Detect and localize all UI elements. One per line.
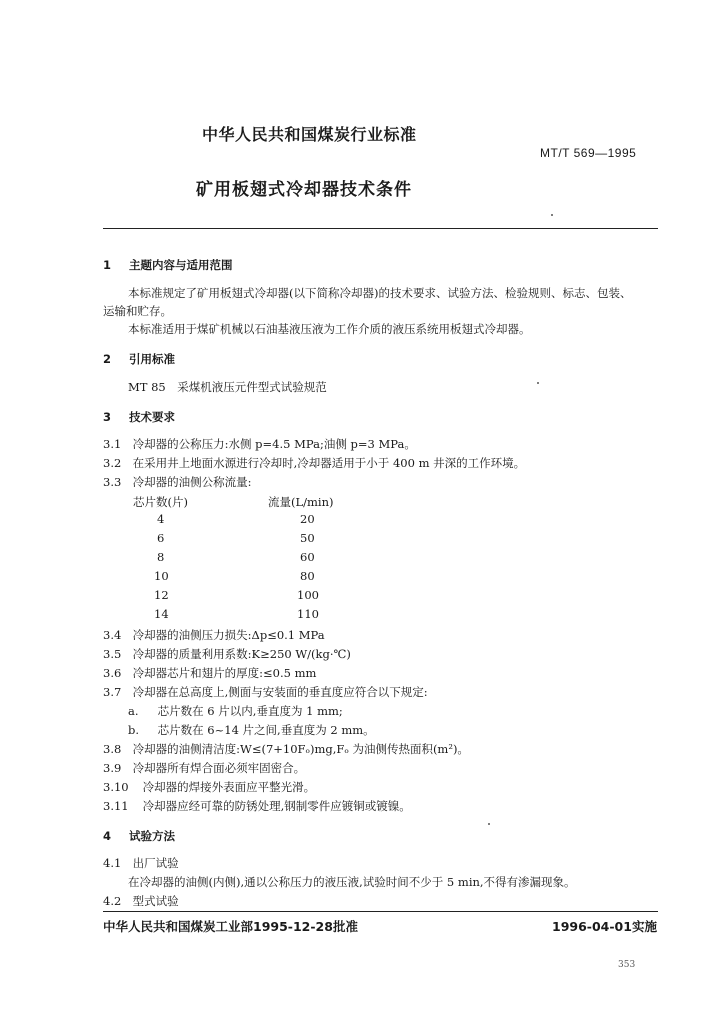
- chips-cell: 14: [154, 607, 169, 621]
- flow-cell: 20: [300, 512, 315, 526]
- clause-text: 冷却器的油侧压力损失:Δp≤0.1 MPa: [132, 628, 325, 642]
- clause-3-7: [103, 684, 428, 700]
- scan-speck: [551, 214, 553, 216]
- clause-3-1: [103, 436, 416, 452]
- scan-speck: [488, 823, 490, 825]
- clause-text: 芯片数在 6~14 片之间,垂直度为 2 mm。: [157, 723, 375, 737]
- clause-number: 3.6: [103, 666, 122, 680]
- clause-number: 3.5: [103, 647, 122, 661]
- clause-number: 4.1: [103, 856, 122, 870]
- chips-cell: 10: [154, 569, 169, 583]
- section-2-heading: [103, 351, 175, 367]
- clause-3-10: [103, 779, 315, 795]
- clause-3-4: [103, 627, 325, 643]
- flow-cell: 100: [297, 588, 319, 602]
- section-number: 1: [103, 258, 112, 272]
- clause-text: 冷却器芯片和翅片的厚度:≤0.5 mm: [132, 666, 317, 680]
- clause-number: 3.7: [103, 685, 122, 699]
- table-header-chips: 芯片数(片): [133, 495, 188, 509]
- section-4-heading: [103, 828, 175, 844]
- standard-code: MT/T 569—1995: [540, 146, 637, 160]
- clause-text: 型式试验: [132, 894, 179, 908]
- clause-text: 冷却器的油侧公称流量:: [132, 475, 252, 489]
- flow-cell: 50: [300, 531, 315, 545]
- clause-text: 冷却器在总高度上,侧面与安装面的垂直度应符合以下规定:: [132, 685, 428, 699]
- clause-number: 3.2: [103, 456, 122, 470]
- header-rule: [103, 228, 658, 229]
- clause-3-2: [103, 455, 525, 471]
- section-number: 2: [103, 352, 112, 366]
- section-1-paragraph-1-line-1: 本标准规定了矿用板翅式冷却器(以下简称冷却器)的技术要求、试验方法、检验规则、标志、包装、: [128, 286, 632, 300]
- clause-3-6: [103, 665, 316, 681]
- document-title: 矿用板翅式冷却器技术条件: [196, 180, 412, 200]
- section-title: 引用标准: [129, 352, 176, 366]
- flow-cell: 110: [297, 607, 319, 621]
- clause-3-11: [103, 798, 411, 814]
- list-marker: a.: [128, 704, 139, 718]
- clause-number: 3.11: [103, 799, 129, 813]
- section-title: 试验方法: [129, 829, 176, 843]
- flow-cell: 80: [300, 569, 315, 583]
- section-number: 4: [103, 829, 112, 843]
- clause-text: 出厂试验: [132, 856, 179, 870]
- chips-cell: 12: [154, 588, 169, 602]
- clause-4-1-paragraph: 在冷却器的油侧(内侧),通以公称压力的液压液,试验时间不少于 5 min,不得有渗漏现象。: [128, 875, 576, 889]
- clause-text: 芯片数在 6 片以内,垂直度为 1 mm;: [157, 704, 343, 718]
- clause-text: 冷却器的公称压力:水侧 p=4.5 MPa;油侧 p=3 MPa。: [132, 437, 416, 451]
- clause-text: 冷却器的油侧清洁度:W≤(7+10Fₒ)mg,Fₒ 为油侧传热面积(m²)。: [132, 742, 469, 756]
- clause-4-1: [103, 855, 179, 871]
- section-1-paragraph-1-line-2: 运输和贮存。: [103, 304, 172, 318]
- scan-speck: [537, 382, 539, 384]
- chips-cell: 4: [157, 512, 165, 526]
- clause-text: 冷却器的质量利用系数:K≥250 W/(kg·℃): [132, 647, 351, 661]
- clause-number: 3.4: [103, 628, 122, 642]
- normative-reference: MT 85 采煤机液压元件型式试验规范: [128, 380, 327, 394]
- clause-number: 3.9: [103, 761, 122, 775]
- section-title: 技术要求: [129, 410, 176, 424]
- clause-text: 冷却器应经可靠的防锈处理,钢制零件应镀铜或镀镍。: [142, 799, 411, 813]
- clause-number: 3.1: [103, 437, 122, 451]
- section-1-paragraph-2: 本标准适用于煤矿机械以石油基液压液为工作介质的液压系统用板翅式冷却器。: [128, 322, 531, 336]
- list-marker: b.: [128, 723, 140, 737]
- clause-3-5: [103, 646, 351, 662]
- clause-3-8: [103, 741, 469, 757]
- footer-rule: [103, 911, 658, 912]
- chips-cell: 8: [157, 550, 165, 564]
- clause-3-7-b: [128, 722, 375, 738]
- clause-3-9: [103, 760, 305, 776]
- approval-line: 中华人民共和国煤炭工业部1995-12-28批准: [103, 919, 358, 934]
- section-number: 3: [103, 410, 112, 424]
- clause-number: 3.3: [103, 475, 122, 489]
- flow-cell: 60: [300, 550, 315, 564]
- table-header-flow: 流量(L/min): [268, 495, 334, 509]
- clause-3-3: [103, 474, 252, 490]
- effective-date: 1996-04-01实施: [552, 919, 657, 934]
- clause-text: 冷却器的焊接外表面应平整光滑。: [142, 780, 316, 794]
- section-title: 主题内容与适用范围: [129, 258, 233, 272]
- clause-number: 4.2: [103, 894, 122, 908]
- clause-4-2: [103, 893, 179, 909]
- clause-3-7-a: [128, 703, 343, 719]
- section-1-heading: [103, 257, 233, 273]
- standard-org-title: 中华人民共和国煤炭行业标准: [202, 125, 417, 144]
- clause-text: 冷却器所有焊合面必须牢固密合。: [132, 761, 306, 775]
- clause-number: 3.8: [103, 742, 122, 756]
- clause-text: 在采用井上地面水源进行冷却时,冷却器适用于小于 400 m 井深的工作环境。: [132, 456, 526, 470]
- chips-cell: 6: [157, 531, 165, 545]
- page-number: 353: [618, 960, 636, 970]
- section-3-heading: [103, 409, 175, 425]
- clause-number: 3.10: [103, 780, 129, 794]
